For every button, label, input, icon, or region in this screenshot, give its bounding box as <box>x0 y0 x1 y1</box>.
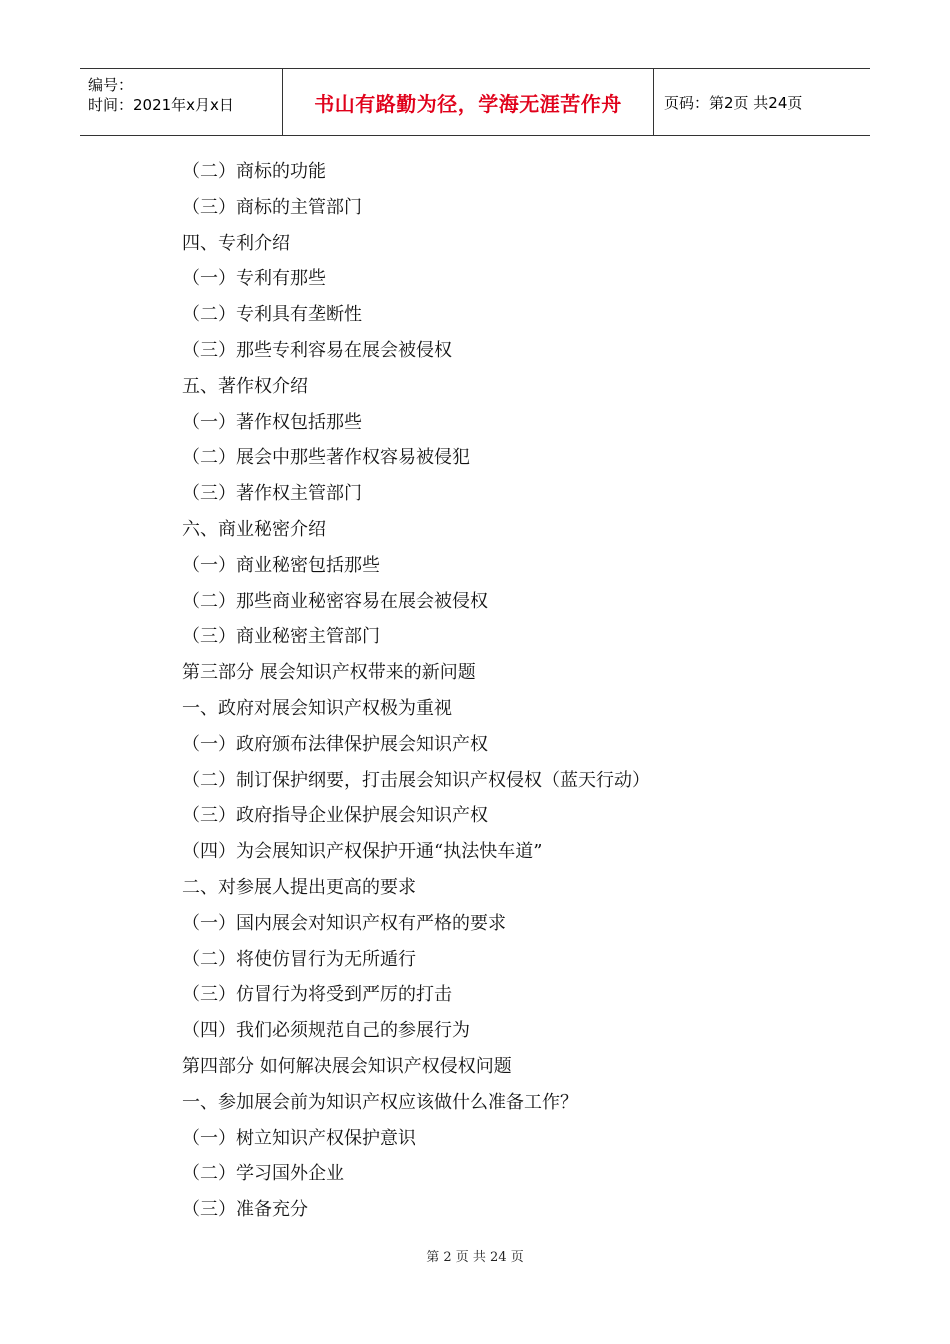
outline-line: （一）专利有那些 <box>182 268 326 290</box>
outline-line: （四）为会展知识产权保护开通“执法快车道” <box>182 841 543 863</box>
outline-line: （一）树立知识产权保护意识 <box>182 1127 416 1149</box>
document-header <box>80 68 870 136</box>
outline-part-heading: 第四部分 如何解决展会知识产权侵权问题 <box>182 1055 512 1077</box>
outline-heading: 二、对参展人提出更高的要求 <box>182 876 416 898</box>
outline-part-heading: 第三部分 展会知识产权带来的新问题 <box>182 662 476 684</box>
header-page-info: 页码：第2页 共24页 <box>664 93 803 112</box>
outline-line: （二）商标的功能 <box>182 161 326 182</box>
outline-line: （二）制订保护纲要，打击展会知识产权侵权（蓝天行动） <box>182 769 650 791</box>
header-motto: 书山有路勤为径，学海无涯苦作舟 <box>282 69 654 135</box>
outline-line: （二）专利具有垄断性 <box>182 304 362 326</box>
page-footer: 第 2 页 共 24 页 <box>426 1250 524 1265</box>
outline-line: （四）我们必须规范自己的参展行为 <box>182 1020 470 1042</box>
outline-line: （三）政府指导企业保护展会知识产权 <box>182 805 488 827</box>
outline-line: （三）仿冒行为将受到严厉的打击 <box>182 984 452 1006</box>
outline-line: （二）展会中那些著作权容易被侵犯 <box>182 447 470 469</box>
header-number-label: 编号： <box>88 76 134 94</box>
outline-line: （二）学习国外企业 <box>182 1163 344 1185</box>
outline-heading: 一、政府对展会知识产权极为重视 <box>182 697 452 719</box>
outline-line: （三）商业秘密主管部门 <box>182 626 380 648</box>
outline-heading: 四、专利介绍 <box>182 232 290 254</box>
outline-line: （一）国内展会对知识产权有严格的要求 <box>182 912 506 934</box>
outline-line: （三）那些专利容易在展会被侵权 <box>182 339 452 361</box>
outline-line: （二）将使仿冒行为无所遁行 <box>182 948 416 970</box>
document-body <box>182 157 822 1231</box>
outline-line: （三）商标的主管部门 <box>182 196 362 218</box>
outline-heading: 六、商业秘密介绍 <box>182 518 326 540</box>
outline-line: （一）著作权包括那些 <box>182 411 362 433</box>
outline-heading: 五、著作权介绍 <box>182 375 308 397</box>
header-meta <box>80 69 282 135</box>
outline-line: （三）著作权主管部门 <box>182 483 362 505</box>
outline-line: （二）那些商业秘密容易在展会被侵权 <box>182 590 488 612</box>
outline-line: （一）商业秘密包括那些 <box>182 554 380 576</box>
header-time-label: 时间：2021年x月x日 <box>88 96 234 114</box>
outline-heading: 一、参加展会前为知识产权应该做什么准备工作？ <box>182 1091 578 1113</box>
outline-line: （一）政府颁布法律保护展会知识产权 <box>182 733 488 755</box>
outline-line: （三）准备充分 <box>182 1199 308 1221</box>
